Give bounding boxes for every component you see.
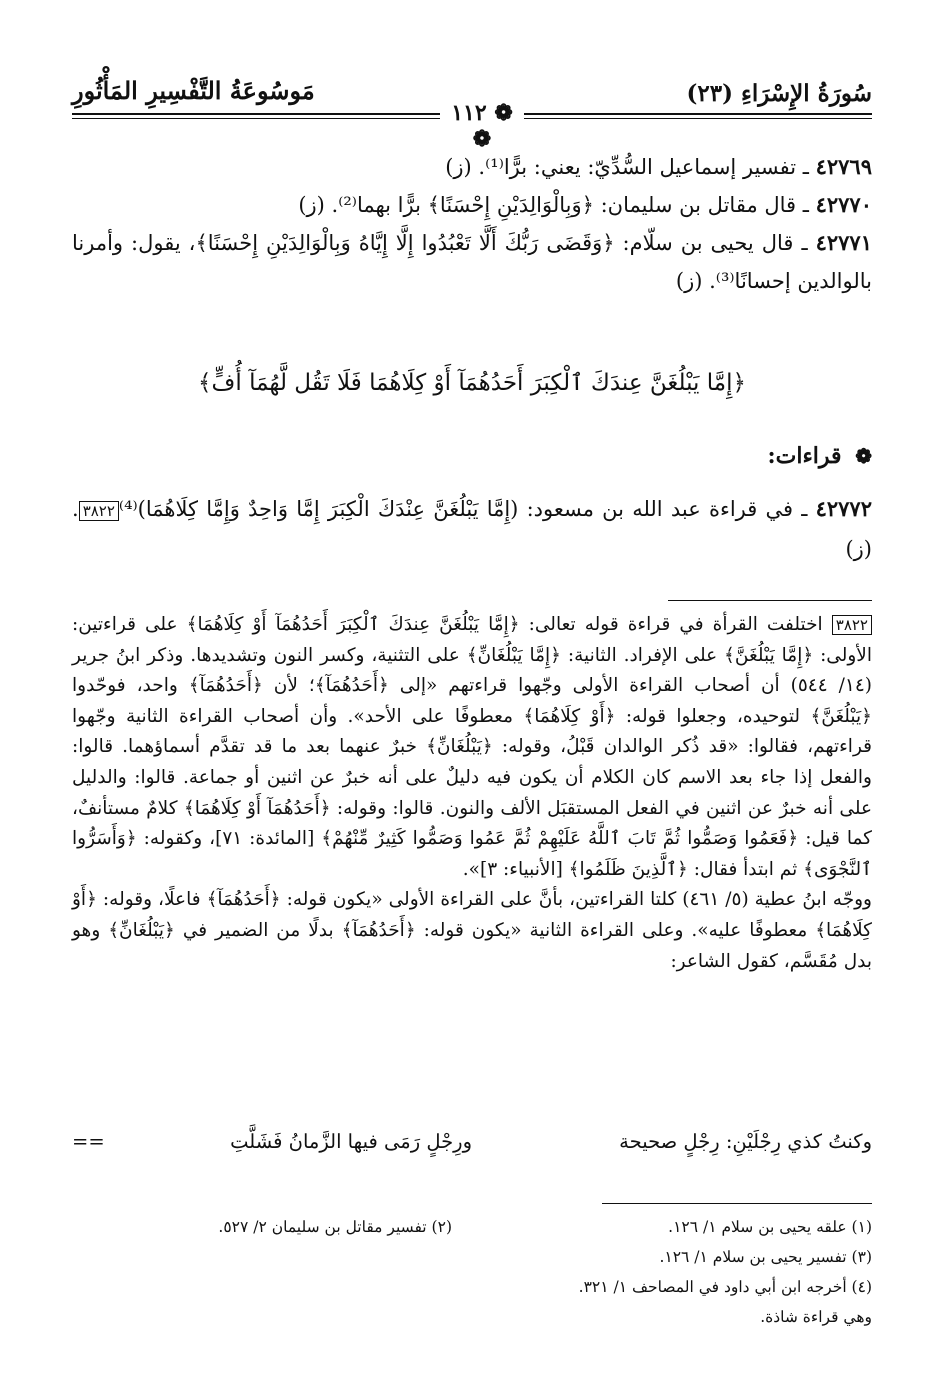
quran-verse: ﴿إِمَّا يَبْلُغَنَّ عِندَكَ ٱلْكِبَرَ أَحَدُهُمَآ أَوْ كِلَاهُمَا فَلَا تَقُل لَّهُمَآ أُفٍّ﴾ [198, 370, 746, 396]
entry-42771: ٤٢٧٧١ ـ قال يحيى بن سلّام: ﴿وَقَضَى رَبُّكَ أَلَّا تَعْبُدُوا إِلَّا إِيَّاهُ وَبِالْوَالِدَيْنِ إِحْسَنًا﴾، يقول: وأمرنا بالوالدين إحسانًا⁽³⁾. (ز) [72, 230, 872, 293]
footnotes [72, 1212, 872, 1332]
footnote-1: (١) علقه يحيى بن سلام ١/ ١٢٦. [668, 1218, 872, 1236]
footnote-4-note: وهي قراءة شاذة. [760, 1308, 872, 1326]
book-title: مَوسُوعَةُ التَّفْسِيرِ المَأْثُورِ [72, 76, 315, 105]
surah-title: سُورَةُ الإِسْرَاءِ (٢٣) [686, 80, 872, 107]
commentary-divider [668, 600, 872, 601]
entry-42770: ٤٢٧٧٠ ـ قال مقاتل بن سليمان: ﴿وَبِالْوَالِدَيْنِ إِحْسَنًا﴾ برًّا بهما⁽²⁾. (ز) [298, 192, 872, 217]
poem-hemistich-2: ورِجْلٍ رَمَى فيها الزَّمانُ فَشَلَّتِ [230, 1130, 472, 1153]
commentary-block [72, 610, 872, 977]
readings-entry: ٤٢٧٧٢ ـ في قراءة عبد الله بن مسعود: (إِمَّا يَبْلُغَنَّ عِنْدَكَ الْكِبَرَ إِمَّا وَاحِدٌ وَإِمَّا كِلَاهُمَا)⁽⁴⁾٣٨٢٢. (ز) [72, 496, 872, 561]
commentary-paragraph-1: ٣٨٢٢ اختلفت القرأة في قراءة قوله تعالى: ﴿إِمَّا يَبْلُغَنَّ عِندَكَ ٱلْكِبَرَ أَحَدُهُمَآ أَوْ كِلَاهُمَا﴾ على قراءتين: الأولى: ﴿إِمَّا يَبْلُغَنَّ﴾ على الإفراد. الثانية: ﴿إِمَّا يَبْلُغَانِّ﴾ على التثنية، وكسر النون وتشديدها. وذكر ابنُ جرير (١٤/ ٥٤٤) أن أصحاب القراءة الأولى وجّهوا قراءتهم «إلى ﴿أَحَدُهُمَآ﴾؛ لأن ﴿أَحَدُهُمَآ﴾ واحد، فوحّدوا ﴿يَبْلُغَنَّ﴾ لتوحيده، وجعلوا قوله: ﴿أَوْ كِلَاهُمَا﴾ معطوفًا على الأحد». وأن أصحاب القراءة الثانية وجّهوا قراءتهم، فقالوا: «قد ذُكر الوالدان قَبْلُ، وقوله: ﴿يَبْلُغَانِّ﴾ خبرٌ عنهما بعد ما قد تقدَّم أسماؤهما. قالوا: والفعل إذا جاء بعد الاسم كان الكلام أن يكون فيه دليلٌ على أنه خبرٌ عن اثنين أو جماعة. قالوا: والدليل على أنه خبرٌ عن اثنين في الفعل المستقبَل الألف والنون. قالوا: وقوله: ﴿أَحَدُهُمَآ أَوْ كِلَاهُمَا﴾ كلامٌ مستأنفٌ، كما قيل: ﴿فَعَمُوا وَصَمُّوا ثُمَّ تَابَ ٱللَّهُ عَلَيْهِمْ ثُمَّ عَمُوا وَصَمُّوا كَثِيرٌ مِّنْهُمْ﴾ [المائدة: ٧١]، وكقوله: ﴿وَأَسَرُّوا ٱلنَّجْوَى﴾ ثم ابتدأ فقال: ﴿ٱلَّذِينَ ظَلَمُوا﴾ [الأنبياء: ٣]». [72, 614, 872, 880]
commentary-ref-box: ٣٨٢٢ [832, 615, 872, 635]
footnote-2: (٢) تفسير مقاتل بن سليمان ٢/ ٥٢٧. [218, 1218, 452, 1236]
flower-icon: ❁ [855, 444, 872, 468]
entries-block [72, 148, 872, 300]
commentary-paragraph-2: ووجّه ابنُ عطية (٥/ ٤٦١) كلتا القراءتين، بأنَّ على القراءة الأولى «يكون قوله: ﴿أَحَدُهُمَآ﴾ فاعلًا، وقوله: ﴿أَوْ كِلَاهُمَا﴾ معطوفًا عليه». وعلى القراءة الثانية «يكون قوله: ﴿أَحَدُهُمَآ﴾ بدلًا من الضمير في ﴿يَبْلُغَانِّ﴾ وهو بدل مُقَسَّم، كقول الشاعر: [72, 889, 872, 972]
footnotes-divider [602, 1203, 872, 1204]
continuation-mark: == [72, 1130, 105, 1153]
entry-42769: ٤٢٧٦٩ ـ تفسير إسماعيل السُّدِّيّ: يعني: برًّا⁽¹⁾. (ز) [445, 154, 872, 179]
reference-box: ٣٨٢٢ [79, 501, 119, 521]
footnote-4: (٤) أخرجه ابن أبي داود في المصاحف ١/ ٣٢١. [578, 1278, 872, 1296]
poem-hemistich-1: وكنتُ كذي رِجْلَيْنِ: رِجْلٍ صحيحة [619, 1130, 872, 1153]
section-heading-readings: ❁ قراءات: [767, 443, 872, 469]
footnote-3: (٣) تفسير يحيى بن سلام ١/ ١٢٦. [659, 1248, 872, 1266]
footnote-row-1 [72, 1212, 872, 1242]
page-number: ❁ ١١٢ ❁ [440, 100, 524, 152]
